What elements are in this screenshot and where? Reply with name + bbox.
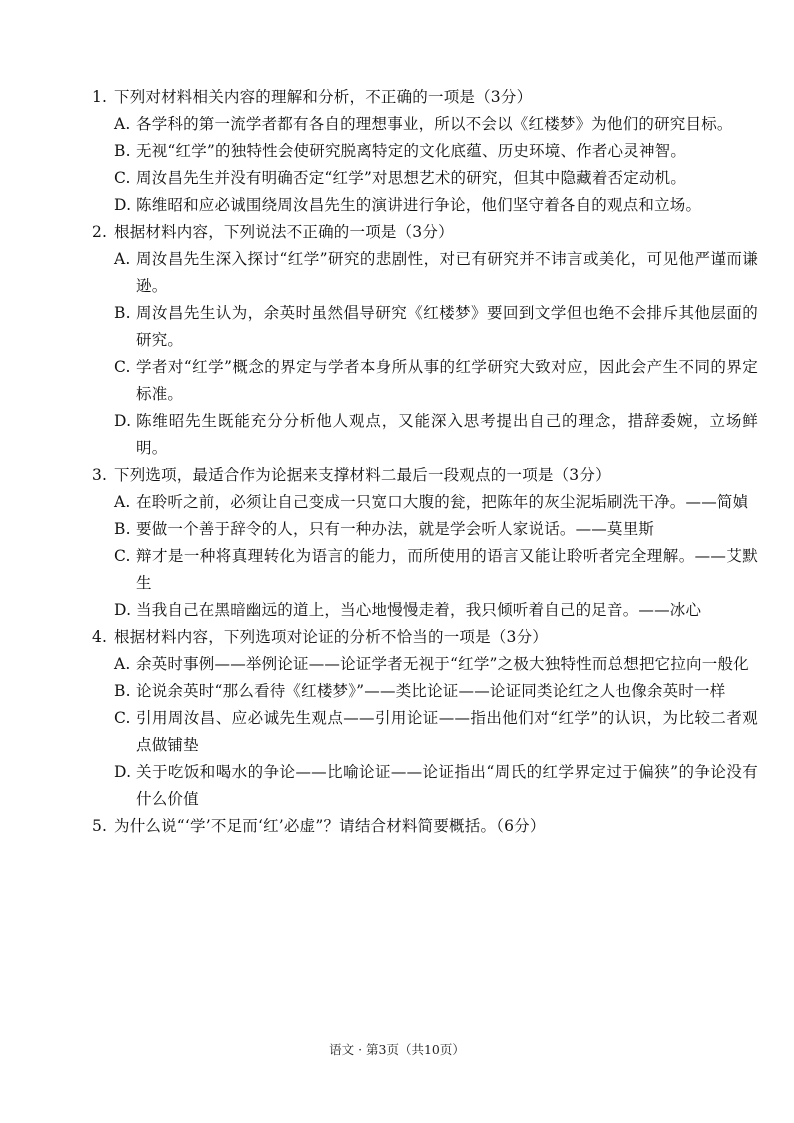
question-text: 为什么说“‘学’不足而‘红’必虚”？请结合材料简要概括。（6分） [114,817,546,835]
option-key: A. [114,250,131,268]
option-item [114,192,758,219]
question-1 [92,84,758,219]
option-item [114,759,758,813]
question-number: 5. [92,817,108,835]
option-item [114,705,758,759]
option-key: B. [114,682,131,700]
option-key: A. [114,493,131,511]
option-text: 引用周汝昌、应必诚先生观点——引用论证——指出他们对“红学”的认识，为比较二者观点做铺垫 [136,709,758,754]
question-stem [92,84,758,111]
option-text: 学者对“红学”概念的界定与学者本身所从事的红学研究大致对应，因此会产生不同的界定标准。 [136,358,758,403]
option-item [114,300,758,354]
option-list [114,111,758,219]
page-footer: 语文 · 第3页（共10页） [329,1042,465,1057]
option-item [114,543,758,597]
option-item [114,408,758,462]
option-text: 周汝昌先生并没有明确否定“红学”对思想艺术的研究，但其中隐藏着否定动机。 [136,169,687,187]
option-text: 陈维昭和应必诚围绕周汝昌先生的演讲进行争论，他们坚守着各自的观点和立场。 [136,196,702,214]
question-number: 1. [92,88,108,106]
option-text: 周汝昌先生深入探讨“红学”研究的悲剧性，对已有研究并不讳言或美化，可见他严谨而谦逊。 [136,250,758,295]
question-text: 下列对材料相关内容的理解和分析，不正确的一项是（3分） [114,88,533,106]
option-item [114,246,758,300]
option-item [114,165,758,192]
option-key: B. [114,304,131,322]
option-item [114,678,758,705]
question-3 [92,462,758,624]
option-text: 辩才是一种将真理转化为语言的能力，而所使用的语言又能让聆听者完全理解。——艾默生 [136,547,758,592]
option-text: 无视“红学”的独特性会使研究脱离特定的文化底蕴、历史环境、作者心灵神智。 [136,142,687,160]
option-item [114,597,758,624]
question-number: 4. [92,628,108,646]
question-text: 根据材料内容，下列说法不正确的一项是（3分） [114,223,454,241]
option-key: D. [114,196,132,214]
option-key: B. [114,520,131,538]
question-text: 下列选项，最适合作为论据来支撑材料二最后一段观点的一项是（3分） [114,466,611,484]
option-text: 论说余英时“那么看待《红楼梦》”——类比论证——论证同类论红之人也像余英时一样 [136,682,726,700]
option-item [114,138,758,165]
option-text: 关于吃饭和喝水的争论——比喻论证——论证指出“周氏的红学界定过于偏狭”的争论没有什么价值 [136,763,758,808]
question-5 [92,813,758,840]
option-item [114,489,758,516]
option-key: A. [114,655,131,673]
option-key: D. [114,412,132,430]
question-number: 2. [92,223,108,241]
option-text: 周汝昌先生认为，余英时虽然倡导研究《红楼梦》要回到文学但也绝不会排斥其他层面的研究。 [136,304,758,349]
option-item [114,516,758,543]
question-2 [92,219,758,462]
option-text: 各学科的第一流学者都有各自的理想事业，所以不会以《红楼梦》为他们的研究目标。 [136,115,733,133]
option-text: 在聆听之前，必须让自己变成一只宽口大腹的瓮，把陈年的灰尘泥垢刷洗干净。——简媜 [136,493,749,511]
question-stem [92,624,758,651]
option-key: B. [114,142,131,160]
question-list [92,84,758,840]
option-text: 陈维昭先生既能充分分析他人观点，又能深入思考提出自己的理念，措辞委婉，立场鲜明。 [136,412,758,457]
option-item [114,354,758,408]
option-list [114,489,758,624]
option-key: C. [114,709,131,727]
option-item [114,651,758,678]
option-text: 当我自己在黑暗幽远的道上，当心地慢慢走着，我只倾听着自己的足音。——冰心 [136,601,702,619]
option-key: C. [114,547,131,565]
option-key: D. [114,601,132,619]
option-item [114,111,758,138]
option-key: A. [114,115,131,133]
question-stem [92,813,758,840]
option-list [114,246,758,462]
option-key: C. [114,169,131,187]
question-stem [92,219,758,246]
question-text: 根据材料内容，下列选项对论证的分析不恰当的一项是（3分） [114,628,548,646]
question-4 [92,624,758,813]
question-stem [92,462,758,489]
option-text: 余英时事例——举例论证——论证学者无视于“红学”之极大独特性而总想把它拉向一般化 [136,655,749,673]
option-key: D. [114,763,132,781]
option-key: C. [114,358,131,376]
question-number: 3. [92,466,108,484]
option-text: 要做一个善于辞令的人，只有一种办法，就是学会听人家说话。——莫里斯 [136,520,655,538]
option-list [114,651,758,813]
